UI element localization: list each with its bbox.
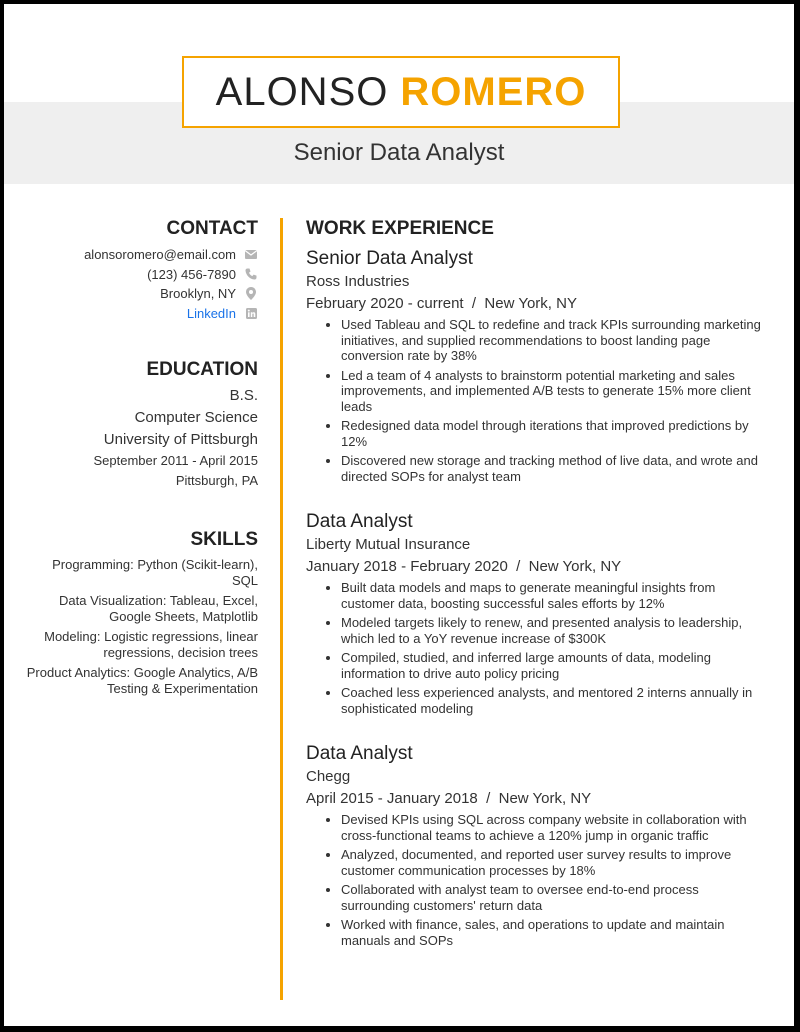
contact-phone: (123) 456-7890 bbox=[147, 266, 236, 282]
job-company: Ross Industries bbox=[306, 273, 410, 290]
job-role: Data Analyst bbox=[306, 511, 413, 532]
job-entry bbox=[306, 742, 766, 948]
job-bullet: • Worked with finance, sales, and operations to update and maintain manuals and SOPs bbox=[341, 917, 766, 948]
education-place: Pittsburgh, PA bbox=[175, 473, 258, 488]
job-role: Senior Data Analyst bbox=[306, 248, 473, 269]
map-pin-icon bbox=[244, 287, 258, 301]
job-bullet: • Discovered new storage and tracking method of live data, and wrote and directed SOPs for analyst team bbox=[341, 453, 766, 484]
education-dates: September 2011 - April 2015 bbox=[93, 453, 258, 468]
contact-email[interactable]: alonsoromero@email.com bbox=[84, 247, 236, 262]
job-dates: January 2018 - February 2020 / New York, NY bbox=[306, 558, 622, 575]
linkedin-link[interactable]: LinkedIn bbox=[186, 305, 236, 321]
job-bullet: • Used Tableau and SQL to redefine and track KPIs surrounding marketing initiatives, and supplied recommendations to boost landing page conversion rate by 38% bbox=[341, 317, 766, 364]
education-heading: EDUCATION bbox=[146, 359, 258, 380]
job-title: Senior Data Analyst bbox=[293, 139, 505, 166]
phone-icon bbox=[244, 267, 258, 281]
skill-item: Product Analytics: Google Analytics, A/B Testing & Experimentation bbox=[26, 665, 258, 696]
contact-linkedin-row bbox=[24, 304, 258, 324]
skill-item: Data Visualization: Tableau, Excel, Google Sheets, Matplotlib bbox=[59, 593, 258, 624]
linkedin-icon[interactable] bbox=[244, 306, 258, 320]
name-box bbox=[182, 56, 620, 128]
job-bullets bbox=[306, 317, 766, 484]
education-school: University of Pittsburgh bbox=[103, 431, 258, 448]
work-experience-heading: WORK EXPERIENCE bbox=[306, 218, 494, 239]
education-degree: B.S. bbox=[229, 387, 258, 404]
contact-location-row bbox=[24, 284, 258, 304]
resume-page bbox=[4, 4, 794, 1026]
job-bullets bbox=[306, 580, 766, 716]
contact-location: Brooklyn, NY bbox=[160, 286, 236, 301]
job-bullet: • Compiled, studied, and inferred large amounts of data, modeling information to drive auto policy pricing bbox=[341, 650, 766, 681]
job-bullet: • Collaborated with analyst team to oversee end-to-end process surrounding customers' return data bbox=[341, 882, 766, 913]
skill-item: Modeling: Logistic regressions, linear regressions, decision trees bbox=[44, 629, 258, 660]
first-name: ALONSO bbox=[215, 69, 389, 114]
right-column bbox=[306, 218, 766, 952]
job-company: Chegg bbox=[306, 768, 351, 785]
job-bullet: • Built data models and maps to generate meaningful insights from customer data, boosting successful sales efforts by 12% bbox=[341, 580, 766, 611]
job-entry bbox=[306, 510, 766, 716]
skills-heading: SKILLS bbox=[190, 529, 258, 550]
job-company: Liberty Mutual Insurance bbox=[306, 536, 471, 553]
job-bullet: • Led a team of 4 analysts to brainstorm potential marketing and sales improvements, and implemented A/B tests to generate 15% more client leads bbox=[341, 368, 766, 415]
skill-item: Programming: Python (Scikit-learn), SQL bbox=[52, 557, 258, 588]
contact-heading: CONTACT bbox=[166, 218, 258, 239]
job-entry bbox=[306, 247, 766, 484]
contact-phone-row bbox=[24, 265, 258, 285]
job-bullet: • Redesigned data model through iterations that improved predictions by 12% bbox=[341, 418, 766, 449]
contact-email-row bbox=[24, 245, 258, 265]
left-column bbox=[24, 218, 258, 701]
job-dates: April 2015 - January 2018 / New York, NY bbox=[306, 790, 592, 807]
job-bullets bbox=[306, 812, 766, 948]
education-major: Computer Science bbox=[134, 409, 258, 426]
envelope-icon bbox=[244, 248, 258, 262]
job-bullet: • Coached less experienced analysts, and mentored 2 interns annually in sophisticated modeling bbox=[341, 685, 766, 716]
job-bullet: • Devised KPIs using SQL across company website in collaboration with cross-functional teams to achieve a 120% jump in organic traffic bbox=[341, 812, 766, 843]
column-divider bbox=[280, 218, 283, 1000]
job-bullet: • Modeled targets likely to renew, and presented analysis to leadership, which led to a YoY revenue increase of $300K bbox=[341, 615, 766, 646]
last-name: ROMERO bbox=[400, 69, 587, 114]
job-dates: February 2020 - current / New York, NY bbox=[306, 295, 577, 312]
job-bullet: • Analyzed, documented, and reported user survey results to improve customer communication processes by 18% bbox=[341, 847, 766, 878]
job-role: Data Analyst bbox=[306, 743, 413, 764]
